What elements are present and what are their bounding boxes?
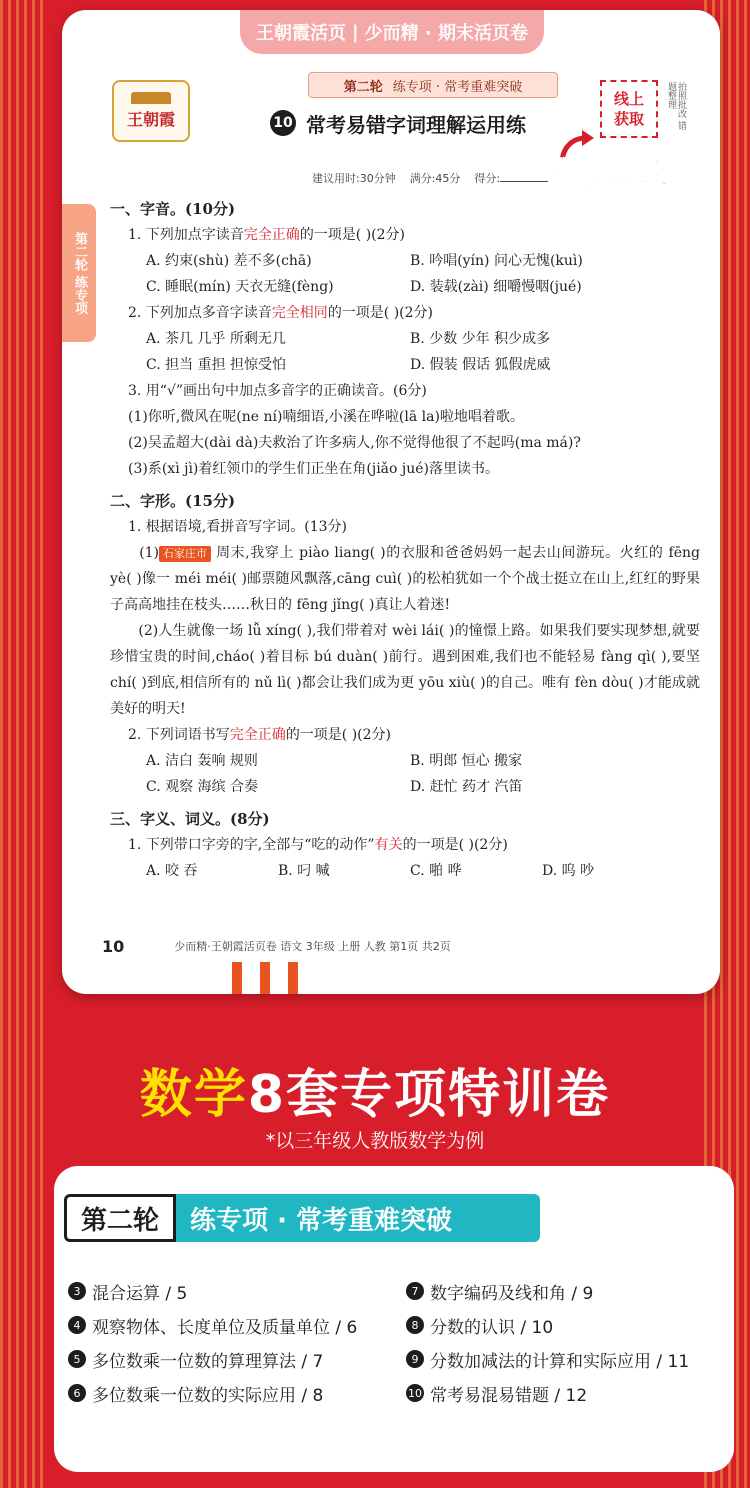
online-line2: 获取 (613, 110, 644, 128)
passage-1: (1) 石家庄市 周末,我穿上 piào liang( )的衣服和爸爸妈妈一起去山间游玩。火红的 fēng yè( )像一 méi méi( )邮票随风飘落,cāng cuì( )的松柏犹如一个个战士挺立在山上,红红的野果子高高地挂在枝头……秋日的 fēng jǐng( )真让人着迷! (110, 545, 700, 613)
option-row (110, 748, 700, 774)
item-text: 常考易混易错题 / 12 (430, 1385, 588, 1406)
option: C. 睡眠(mín) 天衣无缝(fèng) (146, 279, 334, 295)
lesson-title-text: 常考易错字词理解运用练 (306, 112, 526, 137)
sub-question: (2)吴孟超大(dài dà)夫救治了许多病人,你不觉得他很了不起吗(ma má)? (128, 435, 581, 451)
option-row (110, 352, 700, 378)
meta-time: 建议用时:30分钟 (312, 172, 396, 185)
banner-divider: | (352, 21, 359, 43)
round-label: 第二轮 (343, 79, 383, 95)
item-number-badge: 6 (68, 1384, 86, 1402)
contents-item[interactable] (406, 1376, 728, 1410)
contents-card (54, 1166, 734, 1472)
option: A. 茶几 几乎 所剩无几 (146, 331, 286, 347)
option: D. 假装 假话 狐假虎威 (410, 357, 551, 373)
option: C. 担当 重担 担惊受怕 (146, 357, 287, 373)
option: A. 咬 吞 (146, 863, 198, 879)
round-label: 第二轮 (64, 1194, 176, 1242)
option: C. 啪 哗 (410, 863, 462, 879)
page-number: 10 (102, 936, 125, 956)
contents-item[interactable] (68, 1308, 406, 1342)
logo-text: 王朝霞 (126, 110, 175, 129)
passage-2: (2)人生就像一场 lǚ xíng( ),我们带着对 wèi lái( )的憧憬上路。如果我们要实现梦想,就要珍惜宝贵的时间,cháo( )着目标 bú duàn( )前行。遇到困难,我们也不能轻易 fàng qì( ),要坚 chí( )到底,相信所有的 nǔ lì( )都会让我们成为更 yōu xiù( )的自己。唯有 fèn dòu( )才能成就美好的明天! (110, 623, 700, 717)
online-side-note: 拍照批改 错题整理 (666, 82, 686, 130)
online-access-box[interactable] (600, 80, 658, 138)
headline-subject: 数学 (139, 1065, 248, 1125)
option: B. 少数 少年 积少成多 (410, 331, 551, 347)
paper-footer (102, 938, 682, 954)
option: B. 明郎 恒心 搬家 (410, 753, 523, 769)
item-text: 多位数乘一位数的算理算法 / 7 (92, 1351, 324, 1372)
option-row (110, 858, 700, 884)
promo-headline (0, 1052, 750, 1127)
exam-content (110, 190, 700, 884)
section-heading: 一、字音。(10分) (110, 200, 236, 218)
photo-correct-label: 拍照批改 (556, 157, 669, 190)
question: 1. 下列带口字旁的字,全部与“吃的动作”有关的一项是( )(2分) (128, 837, 508, 853)
item-number-badge: 8 (406, 1316, 424, 1334)
footer-text: 少而精·王朝霞活页卷 语文 3年级 上册 人教 第1页 共2页 (174, 940, 451, 953)
contents-list (68, 1274, 728, 1410)
sub-question: (3)系(xì jì)着红领巾的学生们正坐在角(jiǎo jué)落里读书。 (128, 461, 500, 477)
brand-logo (112, 80, 190, 142)
question: 1. 下列加点字读音完全正确的一项是( )(2分) (128, 227, 406, 243)
section-heading: 三、字义、词义。(8分) (110, 810, 270, 828)
headline-rest: 8套专项特训卷 (247, 1065, 611, 1125)
paper-series-banner (240, 10, 544, 54)
option-row (110, 248, 700, 274)
online-line1: 线上 (613, 90, 644, 108)
option: C. 观察 海缤 合奏 (146, 779, 259, 795)
item-text: 分数的认识 / 10 (430, 1317, 554, 1338)
round-topic: 练专项 · 常考重难突破 (176, 1194, 540, 1242)
question: 2. 下列词语书写完全正确的一项是( )(2分) (128, 727, 392, 743)
option: A. 约束(shù) 差不多(chā) (146, 253, 312, 269)
item-text: 分数加减法的计算和实际应用 / 11 (430, 1351, 690, 1372)
question: 3. 用“√”画出句中加点多音字的正确读音。(6分) (128, 383, 427, 399)
option-row (110, 326, 700, 352)
item-number-badge: 5 (68, 1350, 86, 1368)
contents-item[interactable] (406, 1308, 728, 1342)
side-tab: 第二轮 练专项 (62, 204, 96, 342)
left-decorative-stripes (0, 0, 46, 1488)
item-number-badge: 4 (68, 1316, 86, 1334)
decorative-bars (232, 962, 298, 994)
item-number-badge: 3 (68, 1282, 86, 1300)
option: B. 叼 喊 (278, 863, 330, 879)
contents-item[interactable] (68, 1376, 406, 1410)
section-heading: 二、字形。(15分) (110, 492, 236, 510)
option-row (110, 774, 700, 800)
contents-item[interactable] (406, 1342, 728, 1376)
lesson-number-badge: 10 (270, 110, 296, 136)
item-text: 多位数乘一位数的实际应用 / 8 (92, 1385, 324, 1406)
meta-score: 满分:45分 (409, 172, 461, 185)
contents-item[interactable] (68, 1274, 406, 1308)
item-number-badge: 10 (406, 1384, 424, 1402)
option: A. 洁白 轰响 规则 (146, 753, 258, 769)
contents-item[interactable] (68, 1342, 406, 1376)
option: D. 赶忙 药才 汽笛 (410, 779, 523, 795)
contents-item[interactable] (406, 1274, 728, 1308)
meta-get: 得分: (474, 170, 548, 186)
item-text: 观察物体、长度单位及质量单位 / 6 (92, 1317, 358, 1338)
exam-paper-preview (62, 10, 720, 994)
crown-icon (131, 92, 171, 104)
sub-question: (1)你听,微风在呢(ne ní)喃细语,小溪在哗啦(lā la)啦地唱着歌。 (128, 409, 524, 425)
option: D. 呜 吵 (542, 863, 595, 879)
banner-brand: 王朝霞活页 (256, 23, 347, 44)
option-row (110, 274, 700, 300)
city-tag: 石家庄市 (159, 546, 211, 562)
option: D. 装载(zài) 细嚼慢咽(jué) (410, 279, 582, 295)
item-number-badge: 7 (406, 1282, 424, 1300)
round-bar (308, 72, 558, 98)
item-number-badge: 9 (406, 1350, 424, 1368)
banner-series: 少而精 · 期末活页卷 (364, 23, 528, 44)
exam-meta-line (312, 170, 548, 186)
option: B. 吟唱(yín) 问心无愧(kuì) (410, 253, 583, 269)
item-text: 数字编码及线和角 / 9 (430, 1283, 594, 1304)
question: 2. 下列加点多音字读音完全相同的一项是( )(2分) (128, 305, 434, 321)
question: 1. 根据语境,看拼音写字词。(13分) (128, 519, 347, 535)
contents-header (64, 1194, 540, 1242)
round-topic: 练专项 · 常考重难突破 (392, 79, 523, 95)
item-text: 混合运算 / 5 (92, 1283, 188, 1304)
lesson-title (270, 106, 526, 140)
promo-subheadline: *以三年级人教版数学为例 (265, 1130, 485, 1152)
